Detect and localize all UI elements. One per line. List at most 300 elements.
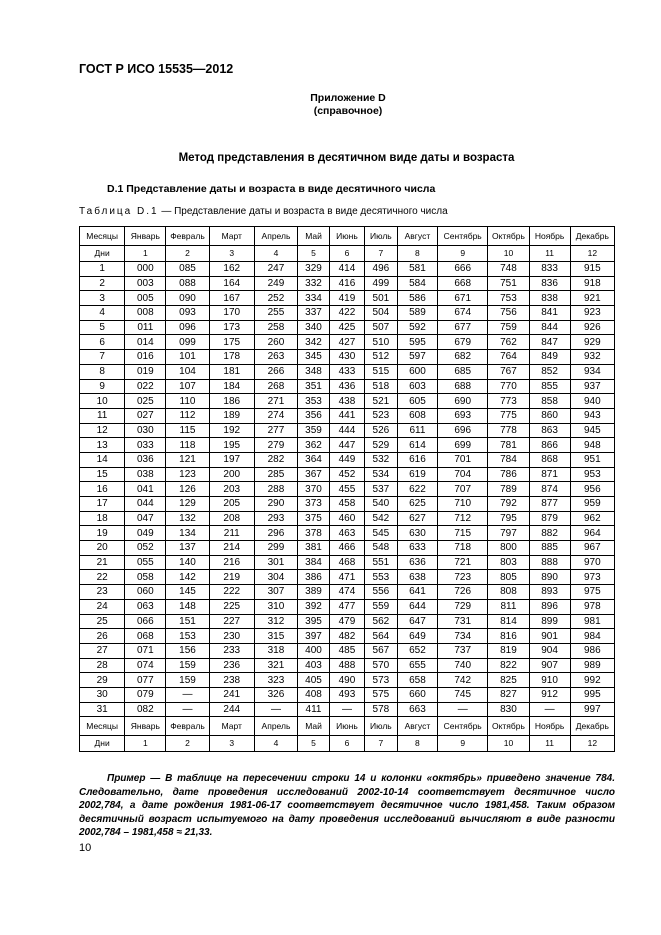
value-cell: 241 — [209, 687, 254, 702]
value-cell: 038 — [125, 467, 166, 482]
subsection-title: D.1 Представление даты и возраста в виде десятичного числа — [107, 183, 436, 195]
value-cell: 515 — [364, 364, 397, 379]
value-cell: 860 — [529, 408, 570, 423]
appendix-heading — [0, 92, 661, 118]
value-cell: 663 — [397, 702, 437, 717]
value-cell: 348 — [298, 364, 330, 379]
value-cell: 378 — [298, 526, 330, 541]
value-cell: 625 — [397, 497, 437, 512]
day-cell: 13 — [80, 438, 125, 453]
month-header-cell: Апрель — [254, 227, 297, 246]
value-cell: 151 — [166, 614, 209, 629]
month-number-cell: 11 — [529, 246, 570, 262]
value-cell: 208 — [209, 511, 254, 526]
value-cell: 123 — [166, 467, 209, 482]
value-cell: 236 — [209, 658, 254, 673]
value-cell: 825 — [488, 673, 529, 688]
value-cell: 405 — [298, 673, 330, 688]
table-caption-text: — Представление даты и возраста в виде десятичного числа — [158, 206, 448, 217]
value-cell: 342 — [298, 335, 330, 350]
month-number-cell: 6 — [329, 736, 364, 752]
day-cell: 15 — [80, 467, 125, 482]
value-cell: 616 — [397, 452, 437, 467]
value-cell: 674 — [437, 306, 487, 321]
value-cell: 562 — [364, 614, 397, 629]
month-header-cell: Январь — [125, 227, 166, 246]
value-cell: 041 — [125, 482, 166, 497]
value-cell: 542 — [364, 511, 397, 526]
value-cell: 093 — [166, 306, 209, 321]
value-cell: 033 — [125, 438, 166, 453]
top-days-header-row — [80, 246, 615, 262]
value-cell: 142 — [166, 570, 209, 585]
value-cell: 912 — [529, 687, 570, 702]
value-cell: 211 — [209, 526, 254, 541]
value-cell: 907 — [529, 658, 570, 673]
day-cell: 18 — [80, 511, 125, 526]
value-cell: 671 — [437, 291, 487, 306]
value-cell: 219 — [209, 570, 254, 585]
value-cell: 532 — [364, 452, 397, 467]
value-cell: 764 — [488, 350, 529, 365]
table-row — [80, 262, 615, 277]
value-cell: 863 — [529, 423, 570, 438]
value-cell: 351 — [298, 379, 330, 394]
value-cell: 468 — [329, 555, 364, 570]
value-cell: 918 — [570, 276, 614, 291]
value-cell: 184 — [209, 379, 254, 394]
month-header-cell: Октябрь — [488, 227, 529, 246]
value-cell: 701 — [437, 452, 487, 467]
day-cell: 30 — [80, 687, 125, 702]
value-cell: 989 — [570, 658, 614, 673]
value-cell: 748 — [488, 262, 529, 277]
value-cell: 934 — [570, 364, 614, 379]
value-cell: 175 — [209, 335, 254, 350]
value-cell: 129 — [166, 497, 209, 512]
value-cell: 474 — [329, 585, 364, 600]
value-cell: 742 — [437, 673, 487, 688]
month-header-cell: Май — [298, 717, 330, 736]
value-cell: 868 — [529, 452, 570, 467]
month-number-cell: 9 — [437, 736, 487, 752]
value-cell: 910 — [529, 673, 570, 688]
value-cell: 682 — [437, 350, 487, 365]
table-row — [80, 526, 615, 541]
value-cell: 731 — [437, 614, 487, 629]
value-cell: 268 — [254, 379, 297, 394]
value-cell: 332 — [298, 276, 330, 291]
value-cell: 016 — [125, 350, 166, 365]
value-cell: 090 — [166, 291, 209, 306]
value-cell: 488 — [329, 658, 364, 673]
appendix-title: Приложение D — [310, 92, 386, 104]
table-row — [80, 408, 615, 423]
value-cell: — — [166, 702, 209, 717]
value-cell: 721 — [437, 555, 487, 570]
value-cell: 951 — [570, 452, 614, 467]
value-cell: 430 — [329, 350, 364, 365]
table-row — [80, 452, 615, 467]
value-cell: 140 — [166, 555, 209, 570]
value-cell: 995 — [570, 687, 614, 702]
value-cell: 000 — [125, 262, 166, 277]
day-cell: 2 — [80, 276, 125, 291]
value-cell: 751 — [488, 276, 529, 291]
value-cell: 258 — [254, 320, 297, 335]
value-cell: 408 — [298, 687, 330, 702]
appendix-type: (справочное) — [313, 105, 383, 117]
value-cell: 926 — [570, 320, 614, 335]
value-cell: 293 — [254, 511, 297, 526]
value-cell: 195 — [209, 438, 254, 453]
value-cell: 167 — [209, 291, 254, 306]
value-cell: 710 — [437, 497, 487, 512]
value-cell: 570 — [364, 658, 397, 673]
value-cell: 723 — [437, 570, 487, 585]
value-cell: 419 — [329, 291, 364, 306]
value-cell: — — [437, 702, 487, 717]
document-header: ГОСТ Р ИСО 15535—2012 — [79, 62, 234, 76]
value-cell: 627 — [397, 511, 437, 526]
value-cell: 036 — [125, 452, 166, 467]
value-cell: 030 — [125, 423, 166, 438]
table-body — [80, 227, 615, 752]
value-cell: 068 — [125, 629, 166, 644]
value-cell: 162 — [209, 262, 254, 277]
value-cell: 438 — [329, 394, 364, 409]
value-cell: 370 — [298, 482, 330, 497]
value-cell: 677 — [437, 320, 487, 335]
value-cell: 112 — [166, 408, 209, 423]
value-cell: 838 — [529, 291, 570, 306]
value-cell: 263 — [254, 350, 297, 365]
value-cell: 827 — [488, 687, 529, 702]
day-cell: 1 — [80, 262, 125, 277]
value-cell: 214 — [209, 541, 254, 556]
value-cell: 630 — [397, 526, 437, 541]
value-cell: 066 — [125, 614, 166, 629]
month-header-cell: Октябрь — [488, 717, 529, 736]
month-number-cell: 12 — [570, 736, 614, 752]
value-cell: 077 — [125, 673, 166, 688]
value-cell: 260 — [254, 335, 297, 350]
example-paragraph — [79, 772, 615, 840]
value-cell: 929 — [570, 335, 614, 350]
value-cell: 490 — [329, 673, 364, 688]
value-cell: 679 — [437, 335, 487, 350]
month-header-cell: Декабрь — [570, 227, 614, 246]
value-cell: 811 — [488, 599, 529, 614]
value-cell: 436 — [329, 379, 364, 394]
value-cell: 356 — [298, 408, 330, 423]
value-cell: 315 — [254, 629, 297, 644]
value-cell: 852 — [529, 364, 570, 379]
example-text: Пример — В таблице на пересечении строки 14 и колонки «октябрь» приведено значение 784. Следовательно, дате проведения исследований 2002-10-14 соответствует десятичное число 2002,784, а дате рождения 1981-06-17 соответствует десятичное число 1981,458. Таким образом десятичный возраст испытуемого на дату проведения исследований вычисляют в виде разности 2002,784 – 1981,458 ≈ 21,33. — [79, 773, 615, 838]
value-cell: 477 — [329, 599, 364, 614]
value-cell: 025 — [125, 394, 166, 409]
value-cell: 975 — [570, 585, 614, 600]
value-cell: 745 — [437, 687, 487, 702]
value-cell: 729 — [437, 599, 487, 614]
value-cell: 192 — [209, 423, 254, 438]
table-row — [80, 511, 615, 526]
table-row — [80, 629, 615, 644]
month-number-cell: 9 — [437, 246, 487, 262]
value-cell: 203 — [209, 482, 254, 497]
value-cell: 088 — [166, 276, 209, 291]
value-cell: 885 — [529, 541, 570, 556]
value-cell: 400 — [298, 643, 330, 658]
value-cell: 178 — [209, 350, 254, 365]
value-cell: 937 — [570, 379, 614, 394]
value-cell: 874 — [529, 482, 570, 497]
value-cell: 644 — [397, 599, 437, 614]
value-cell: 592 — [397, 320, 437, 335]
decimal-date-table — [79, 226, 615, 752]
value-cell: 126 — [166, 482, 209, 497]
value-cell: 512 — [364, 350, 397, 365]
value-cell: 307 — [254, 585, 297, 600]
value-cell: 014 — [125, 335, 166, 350]
top-month-header-row — [80, 227, 615, 246]
value-cell: 781 — [488, 438, 529, 453]
value-cell: 074 — [125, 658, 166, 673]
value-cell: 696 — [437, 423, 487, 438]
table-row — [80, 276, 615, 291]
value-cell: 893 — [529, 585, 570, 600]
value-cell: 575 — [364, 687, 397, 702]
value-cell: 197 — [209, 452, 254, 467]
value-cell: 548 — [364, 541, 397, 556]
value-cell: 460 — [329, 511, 364, 526]
value-cell: 452 — [329, 467, 364, 482]
value-cell: 545 — [364, 526, 397, 541]
value-cell: 145 — [166, 585, 209, 600]
value-cell: 345 — [298, 350, 330, 365]
bottom-month-header-row — [80, 717, 615, 736]
month-number-cell: 5 — [298, 246, 330, 262]
value-cell: 704 — [437, 467, 487, 482]
day-cell: 20 — [80, 541, 125, 556]
month-number-cell: 1 — [125, 246, 166, 262]
day-cell: 10 — [80, 394, 125, 409]
value-cell: 249 — [254, 276, 297, 291]
value-cell: 559 — [364, 599, 397, 614]
value-cell: 501 — [364, 291, 397, 306]
table-row — [80, 599, 615, 614]
value-cell: 216 — [209, 555, 254, 570]
value-cell: 159 — [166, 673, 209, 688]
value-cell: 890 — [529, 570, 570, 585]
table-row — [80, 673, 615, 688]
value-cell: 622 — [397, 482, 437, 497]
value-cell: 981 — [570, 614, 614, 629]
month-number-cell: 12 — [570, 246, 614, 262]
value-cell: 849 — [529, 350, 570, 365]
value-cell: 148 — [166, 599, 209, 614]
month-number-cell: 3 — [209, 246, 254, 262]
value-cell: 614 — [397, 438, 437, 453]
table-row — [80, 570, 615, 585]
value-cell: 800 — [488, 541, 529, 556]
day-cell: 19 — [80, 526, 125, 541]
value-cell: 866 — [529, 438, 570, 453]
value-cell: 329 — [298, 262, 330, 277]
table-row — [80, 497, 615, 512]
value-cell: 189 — [209, 408, 254, 423]
value-cell: 060 — [125, 585, 166, 600]
value-cell: 279 — [254, 438, 297, 453]
value-cell: 740 — [437, 658, 487, 673]
value-cell: 403 — [298, 658, 330, 673]
value-cell: 564 — [364, 629, 397, 644]
value-cell: 389 — [298, 585, 330, 600]
value-cell: 647 — [397, 614, 437, 629]
value-cell: 578 — [364, 702, 397, 717]
value-cell: 943 — [570, 408, 614, 423]
value-cell: 896 — [529, 599, 570, 614]
value-cell: 915 — [570, 262, 614, 277]
day-cell: 6 — [80, 335, 125, 350]
value-cell: 641 — [397, 585, 437, 600]
value-cell: 638 — [397, 570, 437, 585]
day-cell: 7 — [80, 350, 125, 365]
value-cell: 082 — [125, 702, 166, 717]
month-number-cell: 11 — [529, 736, 570, 752]
value-cell: 304 — [254, 570, 297, 585]
value-cell: 767 — [488, 364, 529, 379]
value-cell: 099 — [166, 335, 209, 350]
value-cell: 595 — [397, 335, 437, 350]
value-cell: 619 — [397, 467, 437, 482]
value-cell: 121 — [166, 452, 209, 467]
value-cell: 096 — [166, 320, 209, 335]
value-cell: 718 — [437, 541, 487, 556]
value-cell: 882 — [529, 526, 570, 541]
value-cell: 959 — [570, 497, 614, 512]
value-cell: 901 — [529, 629, 570, 644]
value-cell: 003 — [125, 276, 166, 291]
value-cell: 463 — [329, 526, 364, 541]
value-cell: 759 — [488, 320, 529, 335]
value-cell: 079 — [125, 687, 166, 702]
month-header-cell: Март — [209, 227, 254, 246]
month-header-cell: Апрель — [254, 717, 297, 736]
month-header-cell: Март — [209, 717, 254, 736]
value-cell: 384 — [298, 555, 330, 570]
month-number-cell: 2 — [166, 736, 209, 752]
value-cell: 301 — [254, 555, 297, 570]
value-cell: 649 — [397, 629, 437, 644]
value-cell: 786 — [488, 467, 529, 482]
value-cell: 608 — [397, 408, 437, 423]
value-cell: 285 — [254, 467, 297, 482]
value-cell: 584 — [397, 276, 437, 291]
section-title — [0, 152, 661, 164]
value-cell: 107 — [166, 379, 209, 394]
table-row — [80, 350, 615, 365]
value-cell: 526 — [364, 423, 397, 438]
value-cell: 362 — [298, 438, 330, 453]
value-cell: 636 — [397, 555, 437, 570]
value-cell: 803 — [488, 555, 529, 570]
month-header-cell: Май — [298, 227, 330, 246]
value-cell: 715 — [437, 526, 487, 541]
value-cell: 504 — [364, 306, 397, 321]
value-cell: 529 — [364, 438, 397, 453]
table-row — [80, 379, 615, 394]
value-cell: 567 — [364, 643, 397, 658]
value-cell: 685 — [437, 364, 487, 379]
value-cell: 334 — [298, 291, 330, 306]
table-row — [80, 614, 615, 629]
value-cell: 707 — [437, 482, 487, 497]
table-caption — [79, 206, 448, 217]
value-cell: 633 — [397, 541, 437, 556]
value-cell: — — [166, 687, 209, 702]
value-cell: 847 — [529, 335, 570, 350]
value-cell: — — [329, 702, 364, 717]
value-cell: 447 — [329, 438, 364, 453]
value-cell: 858 — [529, 394, 570, 409]
value-cell: 540 — [364, 497, 397, 512]
value-cell: 386 — [298, 570, 330, 585]
month-number-cell: 5 — [298, 736, 330, 752]
month-label-cell: Месяцы — [80, 227, 125, 246]
bottom-days-header-row — [80, 736, 615, 752]
value-cell: 756 — [488, 306, 529, 321]
day-cell: 27 — [80, 643, 125, 658]
value-cell: 274 — [254, 408, 297, 423]
value-cell: 923 — [570, 306, 614, 321]
month-header-cell: Февраль — [166, 717, 209, 736]
value-cell: 521 — [364, 394, 397, 409]
table-row — [80, 585, 615, 600]
value-cell: 058 — [125, 570, 166, 585]
month-header-cell: Январь — [125, 717, 166, 736]
month-number-cell: 4 — [254, 736, 297, 752]
value-cell: 310 — [254, 599, 297, 614]
section-title-text: Метод представления в десятичном виде даты и возраста — [178, 152, 515, 164]
value-cell: 586 — [397, 291, 437, 306]
value-cell: 816 — [488, 629, 529, 644]
value-cell: 510 — [364, 335, 397, 350]
value-cell: 011 — [125, 320, 166, 335]
value-cell: 153 — [166, 629, 209, 644]
month-label-cell: Месяцы — [80, 717, 125, 736]
value-cell: 499 — [364, 276, 397, 291]
table-row — [80, 320, 615, 335]
value-cell: 266 — [254, 364, 297, 379]
value-cell: 137 — [166, 541, 209, 556]
value-cell: 222 — [209, 585, 254, 600]
value-cell: 784 — [488, 452, 529, 467]
month-header-cell: Февраль — [166, 227, 209, 246]
month-header-cell: Ноябрь — [529, 227, 570, 246]
value-cell: 115 — [166, 423, 209, 438]
value-cell: 005 — [125, 291, 166, 306]
value-cell: 455 — [329, 482, 364, 497]
page-number: 10 — [79, 842, 92, 854]
value-cell: 819 — [488, 643, 529, 658]
day-cell: 4 — [80, 306, 125, 321]
value-cell: 688 — [437, 379, 487, 394]
day-cell: 17 — [80, 497, 125, 512]
month-number-cell: 4 — [254, 246, 297, 262]
value-cell: 655 — [397, 658, 437, 673]
value-cell: 904 — [529, 643, 570, 658]
